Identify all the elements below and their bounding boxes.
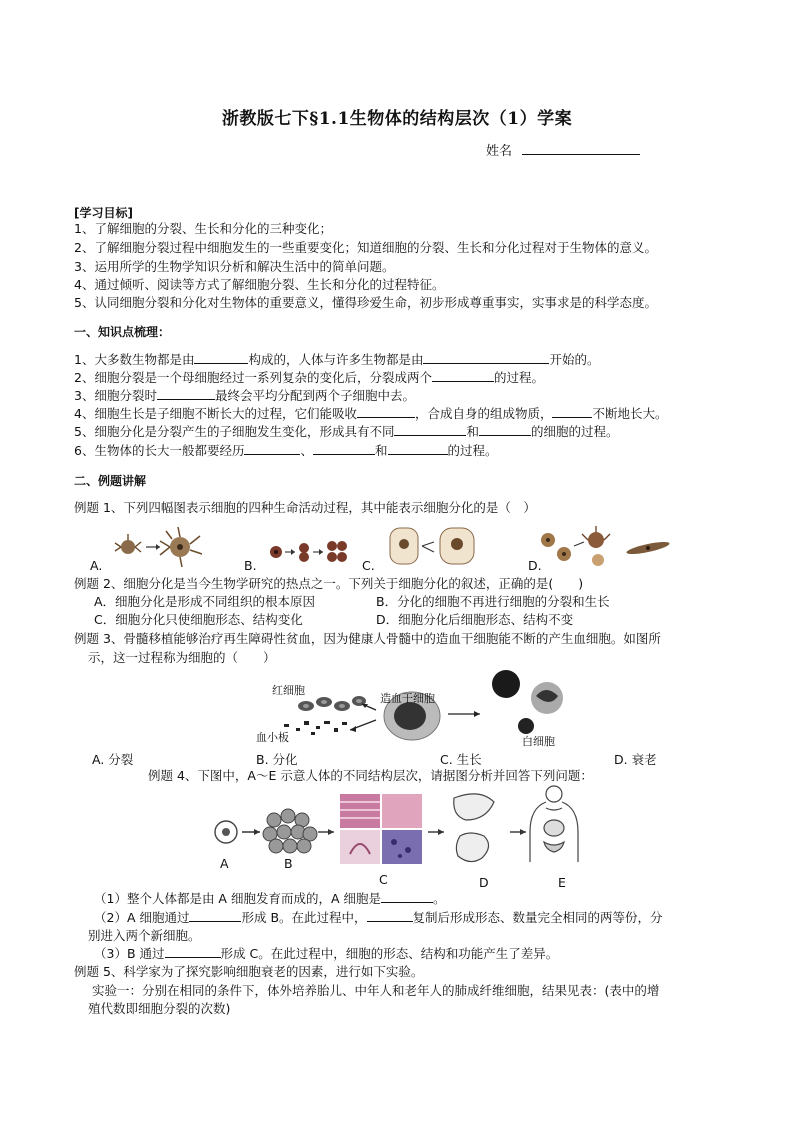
example5-question: 例题 5、科学家为了探究影响细胞衰老的因素，进行如下实验。 xyxy=(74,964,424,979)
stem-cell-label: 造血干细胞 xyxy=(380,692,435,705)
red-blood-cells xyxy=(298,696,366,711)
example3-option-c[interactable]: C. 生长 xyxy=(440,752,482,767)
blank[interactable] xyxy=(479,424,531,436)
blank[interactable] xyxy=(157,388,215,400)
section1-heading: 一、知识点梳理： xyxy=(74,325,171,339)
blank[interactable] xyxy=(367,910,413,922)
example2-option-a[interactable]: A．细胞分化是形成不同组织的根本原因 xyxy=(94,594,316,609)
example1-figure xyxy=(88,522,728,574)
structure-b-cluster xyxy=(263,809,317,853)
example2-option-d[interactable]: D．细胞分化后细胞形态、结构不变 xyxy=(376,612,574,627)
structure-e-body xyxy=(530,786,578,862)
example5-exp1-line1: 实验一：分别在相同的条件下，体外培养胎儿、中年人和老年人的肺成纤维细胞，结果见表：(表中的增 xyxy=(92,983,660,998)
example1-label-b: B. xyxy=(244,558,257,573)
objectives-heading: [学习目标] xyxy=(74,206,133,220)
knowledge-q6: 6、生物体的长大一般都要经历 、 和 的过程。 xyxy=(74,443,498,458)
knowledge-q2: 2、细胞分裂是一个母细胞经过一系列复杂的变化后，分裂成两个 的过程。 xyxy=(74,370,544,385)
red-cell-label: 红细胞 xyxy=(272,684,305,697)
example1-label-d: D. xyxy=(528,558,542,573)
name-field[interactable] xyxy=(486,140,640,159)
structure-label-d: D xyxy=(479,875,489,890)
knowledge-q3: 3、细胞分裂时 最终会平均分配到两个子细胞中去。 xyxy=(74,388,415,403)
objective-5: 5、认同细胞分裂和分化对生物体的重要意义，懂得珍爱生命，初步形成尊重事实，实事求是的科学态度。 xyxy=(74,295,657,310)
blank[interactable] xyxy=(432,370,494,382)
example4-question: 例题 4、下图中，A～E 示意人体的不同结构层次，请据图分析并回答下列问题： xyxy=(148,768,593,783)
knowledge-q1: 1、大多数生物都是由 构成的，人体与许多生物都是由 开始的。 xyxy=(74,352,600,367)
figure-c-cells xyxy=(390,528,474,564)
objective-4: 4、通过倾听、阅读等方式了解细胞分裂、生长和分化的过程特征。 xyxy=(74,277,445,292)
structure-a-cell xyxy=(215,821,237,843)
structure-c-tissues xyxy=(340,794,422,864)
example3-option-a[interactable]: A. 分裂 xyxy=(92,752,134,767)
blank[interactable] xyxy=(189,910,241,922)
example4-q2: （2）A 细胞通过 形成 B。在此过程中， 复制后形成形态、数量完全相同的两等份，分 xyxy=(94,910,663,925)
structure-label-e: E xyxy=(558,875,566,890)
example4-q1: （1）整个人体都是由 A 细胞发育而成的，A 细胞是 。 xyxy=(94,891,446,906)
figure-d-cells xyxy=(541,526,670,566)
example4-q3: （3）B 通过 形成 C。在此过程中，细胞的形态、结构和功能产生了差异。 xyxy=(94,946,559,961)
objective-3: 3、运用所学的生物学知识分析和解决生活中的简单问题。 xyxy=(74,259,395,274)
example5-exp1-line2: 殖代数即细胞分裂的次数) xyxy=(88,1001,231,1016)
example4-q2-cont: 别进入两个新细胞。 xyxy=(88,928,201,943)
objective-2: 2、了解细胞分裂过程中细胞发生的一些重要变化；知道细胞的分裂、生长和分化过程对于生物体的意义。 xyxy=(74,240,657,255)
structure-d-organs xyxy=(454,794,494,862)
example2-option-c[interactable]: C．细胞分化只使细胞形态、结构变化 xyxy=(94,612,303,627)
blank[interactable] xyxy=(552,406,592,418)
blank[interactable] xyxy=(313,443,375,455)
objective-1: 1、了解细胞的分裂、生长和分化的三种变化； xyxy=(74,221,332,236)
blank[interactable] xyxy=(194,352,248,364)
example1-question: 例题 1、下列四幅图表示细胞的四种生命活动过程，其中能表示细胞分化的是（ ） xyxy=(74,500,536,515)
example1-label-a: A. xyxy=(90,558,103,573)
structure-label-b: B xyxy=(284,856,293,871)
example3-option-d[interactable]: D. 衰老 xyxy=(614,752,657,767)
blank[interactable] xyxy=(423,352,549,364)
white-blood-cells xyxy=(492,670,563,734)
example3-question-line1: 例题 3、骨髓移植能够治疗再生障碍性贫血，因为健康人骨髓中的造血干细胞能不断的产生血细胞。如图所 xyxy=(74,631,661,646)
example3-option-b[interactable]: B. 分化 xyxy=(256,752,298,767)
white-cell-label: 白细胞 xyxy=(522,735,555,748)
knowledge-q5: 5、细胞分化是分裂产生的子细胞发生变化，形成具有不同 和 的细胞的过程。 xyxy=(74,424,619,439)
example3-question-line2: 示，这一过程称为细胞的（ ） xyxy=(88,650,276,665)
example4-figure xyxy=(210,784,590,868)
structure-label-a: A xyxy=(220,856,229,871)
blank[interactable] xyxy=(357,406,415,418)
section2-heading: 二、例题讲解 xyxy=(74,474,147,488)
blank[interactable] xyxy=(244,443,300,455)
structure-label-c: C xyxy=(379,872,388,887)
figure-b-cells xyxy=(270,541,347,562)
example2-question: 例题 2、细胞分化是当今生物学研究的热点之一。下列关于细胞分化的叙述，正确的是( ) xyxy=(74,576,584,591)
knowledge-q4: 4、细胞生长是子细胞不断长大的过程，它们能吸收 ，合成自身的组成物质， 不断地长大。 xyxy=(74,406,668,421)
name-label: 姓名 xyxy=(486,144,513,159)
platelet-label: 血小板 xyxy=(256,731,289,744)
name-blank[interactable] xyxy=(522,142,640,155)
figure-a-cells xyxy=(115,527,202,567)
page-title: 浙教版七下§1.1生物体的结构层次（1）学案 xyxy=(221,109,573,129)
blank[interactable] xyxy=(381,891,433,903)
blank[interactable] xyxy=(165,946,221,958)
blank[interactable] xyxy=(394,424,466,436)
example1-label-c: C. xyxy=(362,558,375,573)
blank[interactable] xyxy=(388,443,448,455)
example2-option-b[interactable]: B．分化的细胞不再进行细胞的分裂和生长 xyxy=(376,594,610,609)
platelets xyxy=(284,721,347,735)
